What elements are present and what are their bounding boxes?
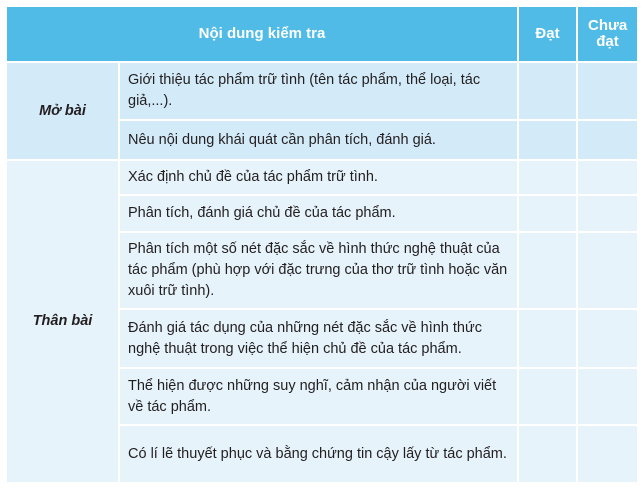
pass-cell[interactable] <box>518 232 577 309</box>
table-row <box>6 160 638 195</box>
criterion-text: Xác định chủ đề của tác phẩm trữ tình. <box>119 160 518 195</box>
criterion-text: Nêu nội dung khái quát cần phân tích, đánh giá. <box>119 120 518 160</box>
fail-cell[interactable] <box>577 368 638 425</box>
pass-cell[interactable] <box>518 120 577 160</box>
criterion-text: Thể hiện được những suy nghĩ, cảm nhận của người viết về tác phẩm. <box>119 368 518 425</box>
pass-cell[interactable] <box>518 425 577 483</box>
pass-cell[interactable] <box>518 368 577 425</box>
table-row <box>6 62 638 120</box>
criterion-text: Đánh giá tác dụng của những nét đặc sắc về hình thức nghệ thuật trong việc thể hiện chủ đề của tác phẩm. <box>119 309 518 368</box>
pass-cell[interactable] <box>518 160 577 195</box>
pass-cell[interactable] <box>518 309 577 368</box>
criterion-text: Có lí lẽ thuyết phục và bằng chứng tin cậy lấy từ tác phẩm. <box>119 425 518 483</box>
fail-cell[interactable] <box>577 232 638 309</box>
criterion-text: Phân tích, đánh giá chủ đề của tác phẩm. <box>119 195 518 232</box>
fail-cell[interactable] <box>577 160 638 195</box>
pass-cell[interactable] <box>518 195 577 232</box>
fail-cell[interactable] <box>577 309 638 368</box>
fail-cell[interactable] <box>577 120 638 160</box>
pass-cell[interactable] <box>518 62 577 120</box>
criterion-text: Phân tích một số nét đặc sắc về hình thức nghệ thuật của tác phẩm (phù hợp với đặc trưng của thơ trữ tình hoặc văn xuôi trữ tình). <box>119 232 518 309</box>
header-pass: Đạt <box>518 6 577 62</box>
fail-cell[interactable] <box>577 195 638 232</box>
header-row <box>6 6 638 62</box>
section-label: Thân bài <box>6 160 119 483</box>
header-fail: Chưa đạt <box>577 6 638 62</box>
section-label: Mở bài <box>6 62 119 160</box>
checklist-table <box>5 5 639 484</box>
criterion-text: Giới thiệu tác phẩm trữ tình (tên tác phẩm, thể loại, tác giả,...). <box>119 62 518 120</box>
header-content: Nội dung kiểm tra <box>6 6 518 62</box>
fail-cell[interactable] <box>577 62 638 120</box>
fail-cell[interactable] <box>577 425 638 483</box>
